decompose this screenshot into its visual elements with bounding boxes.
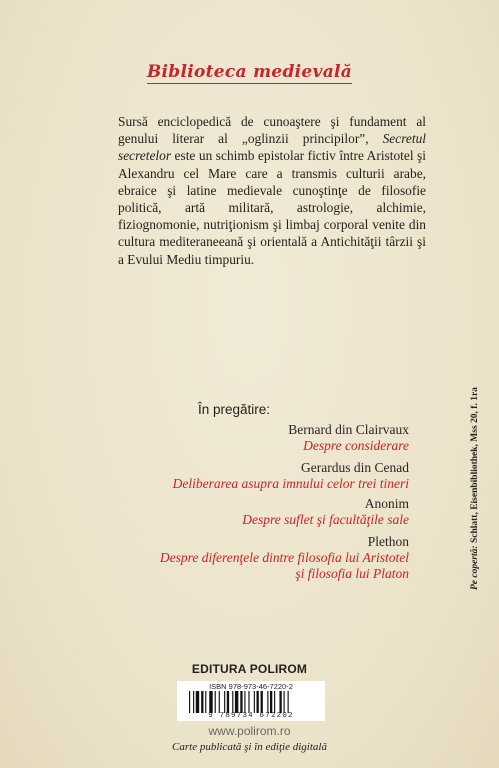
upcoming-title: şi filosofia lui Platon (295, 566, 409, 581)
barcode-bar (196, 691, 199, 713)
barcode-bar (267, 691, 268, 713)
isbn-barcode (177, 681, 325, 721)
barcode-bar (193, 691, 194, 713)
barcode-bar (261, 691, 263, 713)
barcode-bar (189, 691, 190, 713)
publisher-name: EDITURA POLIROM (191, 662, 308, 676)
barcode-bars (189, 691, 319, 713)
barcode-bar (232, 691, 233, 713)
in-preparation-heading: În pregătire: (198, 402, 271, 417)
upcoming-author: Anonim (364, 496, 409, 511)
barcode-bar (224, 691, 225, 713)
description-paragraph (118, 113, 426, 268)
upcoming-item (288, 422, 409, 454)
barcode-bar (215, 691, 216, 713)
description-text-1: Sursă enciclopedică de cunoaştere şi fundament al genului literar al „oglinzii principilor”, (118, 114, 426, 147)
description-text-2: este un schimb epistolar fictiv între Aristotel şi Alexandru cel Mare care a transmis culturii arabe, ebraice şi latine medievale cunoştinţe de filosofie politică, artă militară, astrologie, alchimie, fiziognomonie, nutriţionism şi limbaj corporal venite din cultura mediteraneeană şi orientală a Antichităţii târzii şi a Evului Mediu timpuriu. (118, 148, 426, 267)
upcoming-author: Gerardus din Cenad (301, 460, 409, 475)
barcode-bar (205, 691, 206, 713)
series-title-text: Biblioteca medievală (146, 62, 353, 82)
barcode-bar (284, 691, 285, 713)
barcode-bar (254, 691, 255, 713)
cover-image-credit (470, 387, 480, 590)
upcoming-item (173, 460, 409, 492)
barcode-bar (240, 691, 242, 713)
barcode-bar (227, 691, 229, 713)
upcoming-item (160, 534, 409, 582)
upcoming-author: Plethon (367, 534, 409, 549)
upcoming-author: Bernard din Clairvaux (288, 422, 409, 437)
upcoming-title: Deliberarea asupra imnului celor trei tineri (172, 476, 409, 491)
barcode-bar (257, 691, 259, 713)
isbn-number: ISBN 978-973-46-7220-2 (209, 682, 293, 691)
publisher-website: www.polirom.ro (208, 724, 291, 738)
upcoming-title: Despre considerare (303, 438, 409, 453)
upcoming-item (242, 496, 409, 528)
barcode-bar (219, 691, 220, 713)
description-book-title: Secretul secretelor (118, 131, 426, 164)
barcode-bar (201, 691, 203, 713)
barcode-bar (244, 691, 245, 713)
barcode-digits: 9 789734 672202 (208, 712, 294, 720)
cover-credit-label: Pe copertă: (470, 545, 480, 590)
barcode-bar (270, 691, 272, 713)
upcoming-title: Despre diferenţele dintre filosofia lui Aristotel (159, 550, 409, 565)
upcoming-title: Despre suflet şi facultăţile sale (242, 512, 409, 527)
barcode-bar (288, 691, 289, 713)
barcode-bar (274, 691, 275, 713)
digital-edition-note: Carte publicată şi în ediţie digitală (172, 741, 327, 753)
cover-credit-text: Schlatt, Eisenbibliothek, Mss 20, f. 1ra (470, 387, 480, 546)
book-description (118, 113, 426, 268)
series-title (0, 62, 499, 82)
barcode-bar (235, 691, 238, 713)
barcode-bar (279, 691, 281, 713)
barcode-bar (209, 691, 212, 713)
barcode-bar (248, 691, 249, 713)
